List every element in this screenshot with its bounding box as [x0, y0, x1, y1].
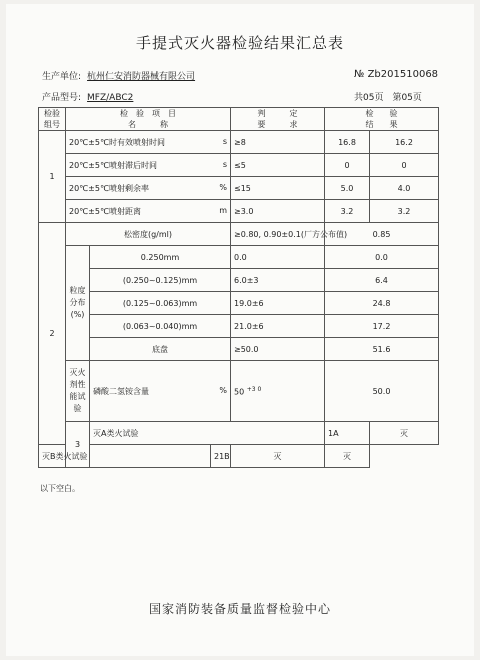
header-item: 检 验 项 目 名 称	[66, 108, 231, 131]
requirement-cell: 1A	[325, 422, 370, 445]
page-count: 共05页 第05页	[354, 93, 422, 103]
requirement-cell: 21.0±6	[231, 315, 325, 338]
table-row	[39, 154, 439, 177]
requirement-cell: 0.0	[231, 246, 325, 269]
result-cell: 0	[325, 154, 370, 177]
table-row	[39, 223, 439, 246]
requirement-cell: ≤15	[231, 177, 325, 200]
end-note: 以下空白。	[40, 484, 80, 493]
item-cell: 灭B类火试验	[39, 445, 211, 468]
manufacturer-label: 生产单位:	[42, 72, 82, 82]
table-row	[39, 315, 439, 338]
result-cell: 0.85	[325, 223, 439, 246]
manufacturer-value: 杭州仁安消防器械有限公司	[87, 72, 196, 82]
header-requirement: 判 定 要 求	[231, 108, 325, 131]
item-cell: 0.250mm	[90, 246, 231, 269]
item-cell: 灭A类火试验	[90, 422, 325, 445]
model-label: 产品型号:	[42, 93, 82, 103]
result-cell: 灭	[370, 422, 439, 445]
item-cell: (0.250~0.125)mm	[90, 269, 231, 292]
result-cell: 3.2	[370, 200, 439, 223]
table-row	[39, 445, 439, 468]
requirement-cell: 19.0±6	[231, 292, 325, 315]
result-cell: 51.6	[325, 338, 439, 361]
requirement-cell: ≤5	[231, 154, 325, 177]
item-cell: 20℃±5℃喷射距离 m	[66, 200, 231, 223]
result-cell: 0.0	[325, 246, 439, 269]
table-row	[39, 292, 439, 315]
result-cell: 50.0	[325, 361, 439, 422]
table-row	[39, 131, 439, 154]
group-number: 3	[66, 422, 90, 468]
item-cell: 磷酸二氢铵含量 %	[90, 361, 231, 422]
item-cell: (0.063~0.040)mm	[90, 315, 231, 338]
group-number: 2	[39, 223, 66, 445]
table-row	[39, 177, 439, 200]
item-cell: 20℃±5℃喷射剩余率 %	[66, 177, 231, 200]
header-row	[39, 108, 439, 131]
report-number: № Zb201510068	[354, 69, 439, 80]
table-row	[39, 246, 439, 269]
group-number: 1	[39, 131, 66, 223]
manufacturer-line	[42, 69, 195, 82]
result-cell: 4.0	[370, 177, 439, 200]
result-cell: 3.2	[325, 200, 370, 223]
item-cell: 底盘	[90, 338, 231, 361]
item-cell: (0.125~0.063)mm	[90, 292, 231, 315]
result-cell: 灭	[231, 445, 325, 468]
header-group: 检验 组号	[39, 108, 66, 131]
table-row	[39, 269, 439, 292]
result-cell: 17.2	[325, 315, 439, 338]
table-row	[39, 361, 439, 422]
requirement-cell: 6.0±3	[231, 269, 325, 292]
requirement-cell: ≥50.0	[231, 338, 325, 361]
requirement-cell: 50 $^{+3 0}$	[231, 361, 325, 422]
item-cell: 20℃±5℃时有效喷射时间 s	[66, 131, 231, 154]
agent-test-label: 灭火剂性能试验	[66, 361, 90, 422]
model-value: MFZ/ABC2	[87, 93, 134, 103]
particle-size-label: 粒度分布(%)	[66, 246, 90, 361]
requirement-cell: ≥3.0	[231, 200, 325, 223]
result-cell: 5.0	[325, 177, 370, 200]
table-row	[39, 422, 439, 445]
result-cell: 16.2	[370, 131, 439, 154]
table-row	[39, 200, 439, 223]
result-cell: 灭	[325, 445, 370, 468]
result-cell: 0	[370, 154, 439, 177]
table-row	[39, 338, 439, 361]
result-cell: 16.8	[325, 131, 370, 154]
item-cell: 松密度(g/ml)	[66, 223, 231, 246]
requirement-cell: ≥0.80, 0.90±0.1(厂方公布值)	[231, 223, 325, 246]
result-cell: 24.8	[325, 292, 439, 315]
model-line	[42, 90, 133, 103]
results-table	[38, 107, 439, 468]
document-title: 手提式灭火器检验结果汇总表	[135, 34, 344, 52]
item-cell: 20℃±5℃喷射滞后时间 s	[66, 154, 231, 177]
header-result: 检 验 结 果	[325, 108, 439, 131]
issuer-footer: 国家消防装备质量监督检验中心	[148, 602, 331, 616]
result-cell: 6.4	[325, 269, 439, 292]
requirement-cell: ≥8	[231, 131, 325, 154]
requirement-cell: 21B	[211, 445, 231, 468]
